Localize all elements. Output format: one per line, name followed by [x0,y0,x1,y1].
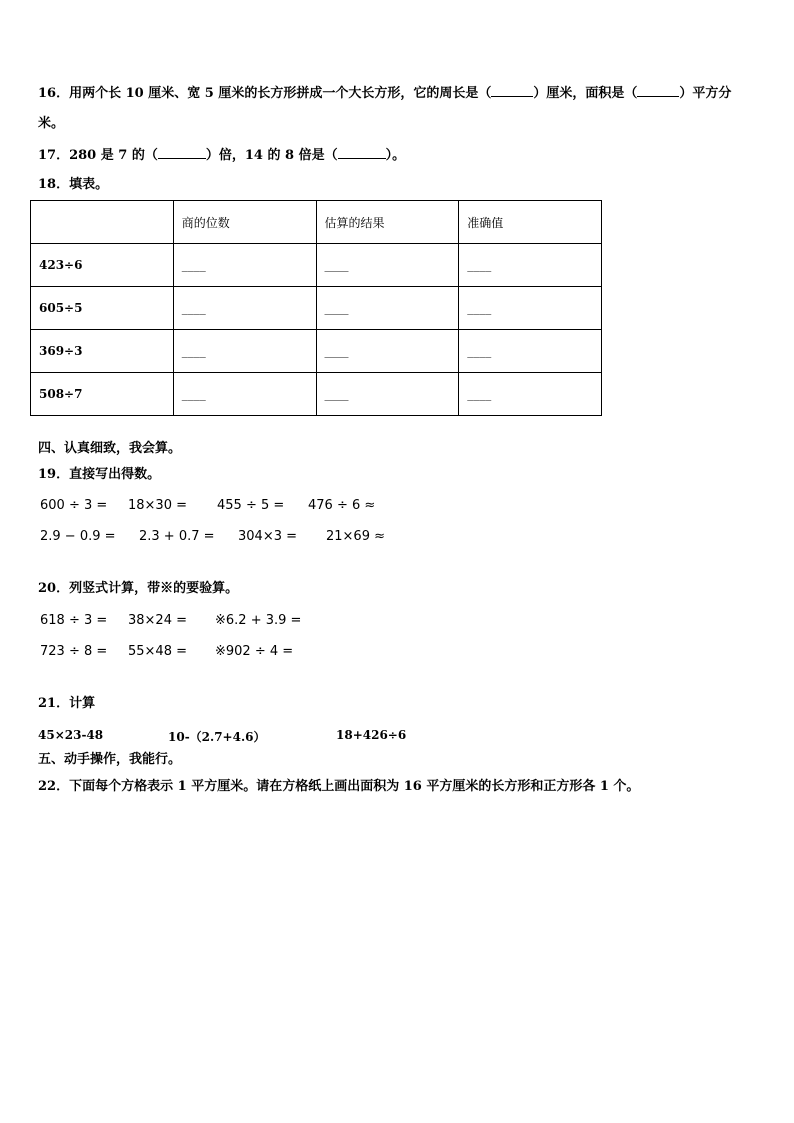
table-row [31,330,602,373]
q20-expression: ※902 ÷ 4 = [215,644,294,659]
section-5-title: 五、动手操作，我能行。 [38,752,182,767]
question-20-title: 20．列竖式计算，带※的要验算。 [38,581,239,596]
q17-blank-times[interactable] [158,146,206,159]
table-row [31,287,602,330]
question-17 [38,146,405,164]
question-16 [38,84,731,102]
q19-expression: 2.3 + 0.7 = [139,529,215,544]
q19-expression: 21×69 ≈ [326,529,386,544]
table-cell-estimate[interactable] [316,244,459,287]
table-cell-exact[interactable] [459,244,602,287]
q19-expression: 304×3 = [238,529,298,544]
table-cell-digits[interactable] [173,330,316,373]
q21-expression: 18+426÷6 [336,728,407,742]
table-cell-estimate[interactable] [316,330,459,373]
q19-expression: 2.9 − 0.9 = [40,529,116,544]
q20-expression: 38×24 = [128,613,188,628]
table-cell-digits[interactable] [173,373,316,416]
fill-table [30,200,602,416]
q16-blank-area[interactable] [637,84,679,97]
table-row-label: 423÷6 [31,244,174,287]
question-16-continued [38,116,64,132]
answer-blank[interactable]: ____ [467,301,492,315]
question-21-title: 21．计算 [38,696,96,711]
q20-expression: 618 ÷ 3 = [40,613,108,628]
q16-text-c: ）平方分 [679,86,732,101]
q20-expression: 55×48 = [128,644,188,659]
q16-text-b: ）厘米，面积是（ [533,86,638,101]
q16-blank-perimeter[interactable] [491,84,533,97]
question-18-title: 18．填表。 [38,177,109,192]
table-header-cell [31,201,174,244]
q16-text-a: 16．用两个长 10 厘米、宽 5 厘米的长方形拼成一个大长方形，它的周长是（ [38,86,492,101]
q19-expression: 18×30 = [128,498,188,513]
answer-blank[interactable]: ____ [467,387,492,401]
table-cell-estimate[interactable] [316,287,459,330]
q19-expression: 476 ÷ 6 ≈ [308,498,376,513]
answer-blank[interactable]: ____ [181,258,206,272]
answer-blank[interactable]: ____ [181,301,206,315]
question-22: 22．下面每个方格表示 1 平方厘米。请在方格纸上画出面积为 16 平方厘米的长方形和正方形各 1 个。 [38,779,640,794]
table-row-label: 369÷3 [31,330,174,373]
table-header-cell: 商的位数 [173,201,316,244]
answer-blank[interactable]: ____ [467,258,492,272]
answer-blank[interactable]: ____ [181,387,206,401]
table-cell-estimate[interactable] [316,373,459,416]
q20-expression: 723 ÷ 8 = [40,644,108,659]
table-row [31,244,602,287]
table-cell-exact[interactable] [459,330,602,373]
q16-text-d: 米。 [38,116,65,131]
table-cell-digits[interactable] [173,244,316,287]
q19-expression: 455 ÷ 5 = [217,498,285,513]
table-row-label: 605÷5 [31,287,174,330]
table-cell-exact[interactable] [459,373,602,416]
section-4-title: 四、认真细致，我会算。 [38,441,182,456]
q21-expression: 10-（2.7+4.6） [168,730,266,744]
table-cell-exact[interactable] [459,287,602,330]
question-19-title: 19．直接写出得数。 [38,467,161,482]
answer-blank[interactable]: ____ [324,258,349,272]
table-header-cell: 估算的结果 [316,201,459,244]
table-row [31,373,602,416]
q21-expression: 45×23-48 [38,728,104,742]
table-cell-digits[interactable] [173,287,316,330]
q17-text-c: ）。 [385,148,406,163]
q17-text-a: 17．280 是 7 的（ [38,148,158,163]
answer-blank[interactable]: ____ [324,387,349,401]
q17-text-b: ）倍，14 的 8 倍是（ [205,148,338,163]
answer-blank[interactable]: ____ [467,344,492,358]
table-header-row [31,201,602,244]
answer-blank[interactable]: ____ [181,344,206,358]
table-header-cell: 准确值 [459,201,602,244]
q17-blank-product[interactable] [338,146,386,159]
q20-expression: ※6.2 + 3.9 = [215,613,302,628]
answer-blank[interactable]: ____ [324,344,349,358]
answer-blank[interactable]: ____ [324,301,349,315]
table-row-label: 508÷7 [31,373,174,416]
q19-expression: 600 ÷ 3 = [40,498,108,513]
